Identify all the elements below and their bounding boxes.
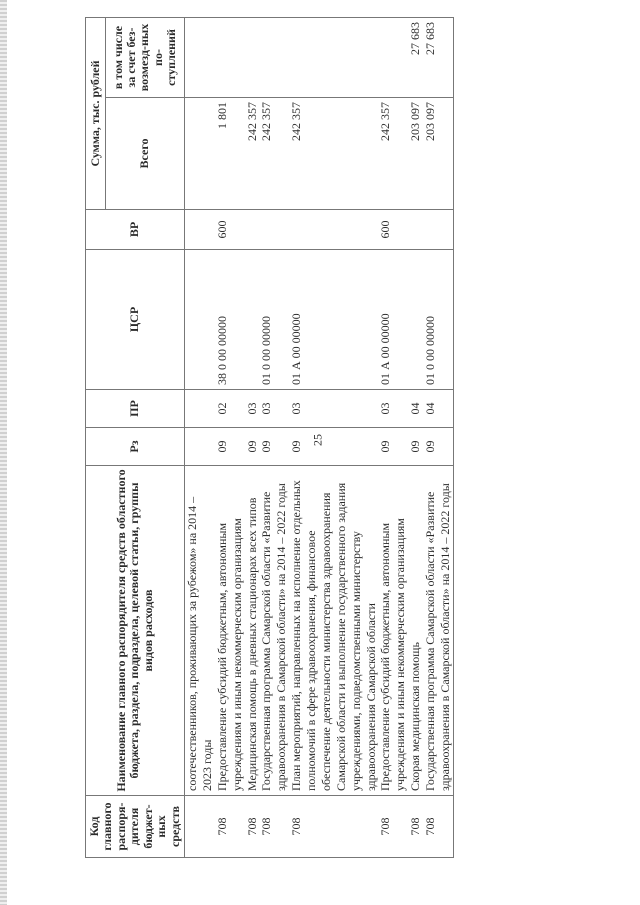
cell-code: 708 — [378, 796, 408, 858]
cell-total: 242 357 — [378, 98, 408, 210]
header-row — [86, 17, 106, 857]
cell-vr — [259, 210, 289, 250]
cell-pr — [185, 390, 215, 428]
cell-incl — [245, 17, 260, 97]
cell-name: Государственная программа Самарской области «Развитие здравоохранения в Самарской области» на 2014 – 2022 годы — [423, 466, 453, 796]
cell-incl — [215, 17, 245, 97]
cell-name: Медицинская помощь в дневных стационарах всех типов — [245, 466, 260, 796]
cell-csr: 01 0 00 00000 — [259, 250, 289, 390]
header-incl: в том числе за счет без-возмезд-ных по-ступлений — [106, 17, 185, 97]
cell-vr — [185, 210, 215, 250]
table-row — [423, 17, 453, 857]
cell-csr: 01 А 00 00000 — [378, 250, 408, 390]
cell-code: 708 — [259, 796, 289, 858]
cell-rz: 09 — [215, 428, 245, 466]
header-code: Код главного распоря-дителя бюджет-ных средств — [86, 796, 185, 858]
header-name: Наименование главного распорядителя средств областного бюджета, раздела, подраздела, целевой статьи, группы видов расходов — [86, 466, 185, 796]
cell-vr: 600 — [378, 210, 408, 250]
cell-code: 708 — [215, 796, 245, 858]
cell-code: 708 — [423, 796, 453, 858]
cell-vr: 600 — [215, 210, 245, 250]
budget-table-area — [85, 18, 610, 858]
table-row — [289, 17, 378, 857]
cell-pr: 03 — [378, 390, 408, 428]
page-number: 25 — [310, 434, 325, 446]
table-row — [215, 17, 245, 857]
cell-incl — [259, 17, 289, 97]
cell-vr — [408, 210, 423, 250]
cell-incl — [185, 17, 215, 97]
cell-rz — [185, 428, 215, 466]
cell-pr: 03 — [259, 390, 289, 428]
cell-rz: 09 — [408, 428, 423, 466]
cell-rz: 09 — [245, 428, 260, 466]
cell-name: соотечественников, проживающих за рубежом» на 2014 – 2023 годы — [185, 466, 215, 796]
table-row — [378, 17, 408, 857]
cell-incl — [378, 17, 408, 97]
header-amount: Сумма, тыс. рублей — [86, 17, 106, 209]
table-row — [259, 17, 289, 857]
cell-rz: 09 — [259, 428, 289, 466]
cell-name: Скорая медицинская помощь — [408, 466, 423, 796]
budget-table — [85, 17, 454, 858]
cell-vr — [423, 210, 453, 250]
cell-pr: 04 — [423, 390, 453, 428]
cell-pr: 03 — [245, 390, 260, 428]
cell-code: 708 — [245, 796, 260, 858]
header-vr: ВР — [86, 210, 185, 250]
header-pr: ПР — [86, 390, 185, 428]
table-row — [245, 17, 260, 857]
cell-vr — [289, 210, 378, 250]
cell-pr: 04 — [408, 390, 423, 428]
cell-pr: 03 — [289, 390, 378, 428]
cell-total: 242 357 — [245, 98, 260, 210]
cell-name: Предоставление субсидий бюджетным, автономным учреждениям и иным некоммерческим организациям — [215, 466, 245, 796]
cell-code — [185, 796, 215, 858]
cell-vr — [245, 210, 260, 250]
cell-csr: 01 А 00 00000 — [289, 250, 378, 390]
cell-rz: 09 — [289, 428, 378, 466]
cell-code: 708 — [289, 796, 378, 858]
cell-name: Государственная программа Самарской области «Развитие здравоохранения в Самарской области» на 2014 – 2022 годы — [259, 466, 289, 796]
cell-csr: 38 0 00 00000 — [215, 250, 245, 390]
cell-total: 203 097 — [408, 98, 423, 210]
cell-csr — [408, 250, 423, 390]
table-row — [185, 17, 215, 857]
cell-incl: 27 683 — [408, 17, 423, 97]
cell-total: 203 097 — [423, 98, 453, 210]
cell-rz: 09 — [423, 428, 453, 466]
cell-csr — [245, 250, 260, 390]
cell-name: План мероприятий, направленных на исполнение отдельных полномочий в сфере здравоохранения, финансовое обеспечение деятельности министерства здравоохранения Самарской области и выполнение государственного задания учреждениями, подведомственными министерству здравоохранения Самарской области — [289, 466, 378, 796]
cell-total: 242 357 — [259, 98, 289, 210]
header-rz: Рз — [86, 428, 185, 466]
header-total: Всего — [106, 98, 185, 210]
cell-incl: 27 683 — [423, 17, 453, 97]
cell-csr: 01 0 00 00000 — [423, 250, 453, 390]
table-row — [408, 17, 423, 857]
header-csr: ЦСР — [86, 250, 185, 390]
cell-total — [185, 98, 215, 210]
table-body — [185, 17, 454, 857]
cell-code: 708 — [408, 796, 423, 858]
cell-pr: 02 — [215, 390, 245, 428]
cell-name: Предоставление субсидий бюджетным, автономным учреждениям и иным некоммерческим организациям — [378, 466, 408, 796]
cell-csr — [185, 250, 215, 390]
cell-incl — [289, 17, 378, 97]
cell-total: 1 801 — [215, 98, 245, 210]
scan-edge — [0, 0, 7, 905]
cell-rz: 09 — [378, 428, 408, 466]
cell-total: 242 357 — [289, 98, 378, 210]
